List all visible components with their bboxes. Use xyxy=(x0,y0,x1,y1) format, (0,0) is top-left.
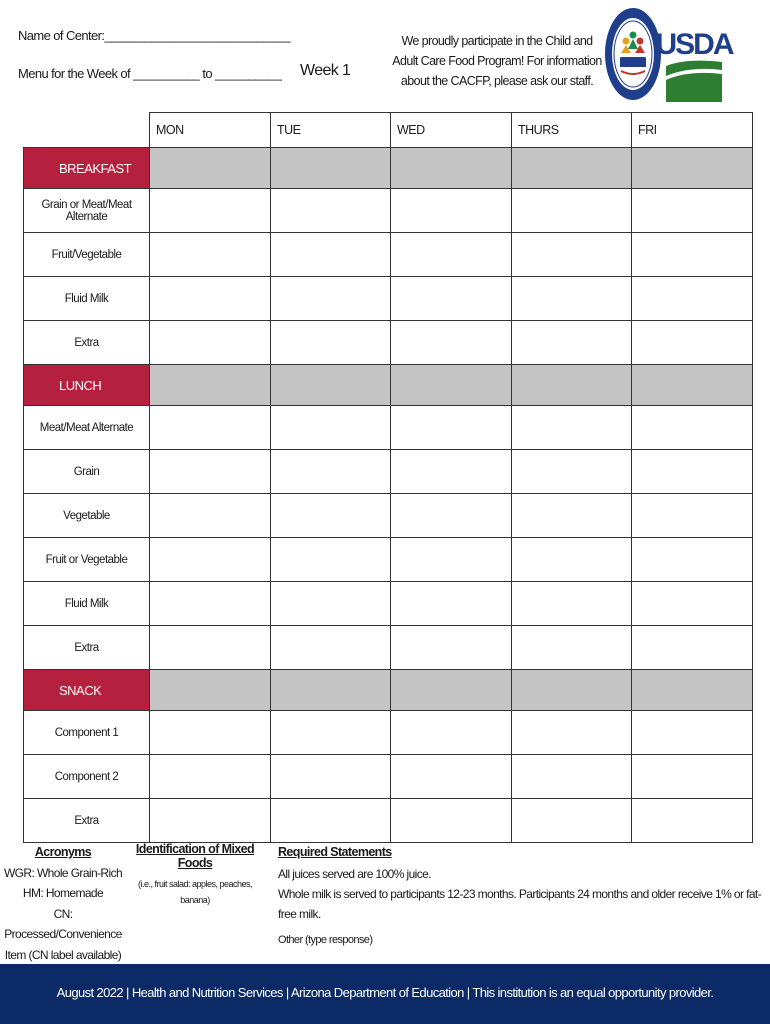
menu-entry-cell-thurs[interactable] xyxy=(512,450,632,494)
section-fill-cell xyxy=(632,670,753,711)
section-fill-cell xyxy=(271,365,391,406)
week-end-blank[interactable]: __________ xyxy=(215,66,282,81)
menu-entry-cell-tue[interactable] xyxy=(271,189,391,233)
section-fill-cell xyxy=(391,365,512,406)
component-label: Component 1 xyxy=(24,711,150,755)
menu-row xyxy=(24,189,753,233)
menu-entry-cell-fri[interactable] xyxy=(632,538,753,582)
name-of-center-line: Name of Center:____________________________ xyxy=(18,28,291,43)
menu-entry-cell-fri[interactable] xyxy=(632,582,753,626)
menu-entry-cell-mon[interactable] xyxy=(150,626,271,670)
section-fill-cell xyxy=(150,365,271,406)
menu-entry-cell-tue[interactable] xyxy=(271,321,391,365)
menu-entry-cell-fri[interactable] xyxy=(632,277,753,321)
acronym-item: HM: Homemade xyxy=(22,886,104,900)
week-start-blank[interactable]: __________ xyxy=(133,66,200,81)
footer-bar: August 2022 | Health and Nutrition Services | Arizona Department of Education | This institution is an equal opportunity provider. xyxy=(0,964,770,1024)
required-statements-heading: Required Statements xyxy=(278,845,392,859)
section-fill-cell xyxy=(391,148,512,189)
menu-entry-cell-wed[interactable] xyxy=(391,189,512,233)
menu-entry-cell-tue[interactable] xyxy=(271,755,391,799)
menu-entry-cell-wed[interactable] xyxy=(391,450,512,494)
menu-entry-cell-fri[interactable] xyxy=(632,233,753,277)
section-label-breakfast: BREAKFAST xyxy=(24,148,150,189)
mixed-foods-heading: Identification of Mixed Foods xyxy=(135,842,255,870)
menu-entry-cell-mon[interactable] xyxy=(150,711,271,755)
menu-entry-cell-tue[interactable] xyxy=(271,711,391,755)
menu-entry-cell-thurs[interactable] xyxy=(512,582,632,626)
day-header-fri: FRI xyxy=(632,113,753,148)
menu-entry-cell-thurs[interactable] xyxy=(512,494,632,538)
day-header-mon: MON xyxy=(150,113,271,148)
menu-row xyxy=(24,538,753,582)
component-label: Extra xyxy=(24,626,150,670)
menu-entry-cell-mon[interactable] xyxy=(150,582,271,626)
menu-entry-cell-wed[interactable] xyxy=(391,582,512,626)
component-label: Fruit or Vegetable xyxy=(24,538,150,582)
menu-entry-cell-mon[interactable] xyxy=(150,755,271,799)
menu-grid xyxy=(23,112,753,843)
menu-row xyxy=(24,626,753,670)
menu-entry-cell-fri[interactable] xyxy=(632,321,753,365)
menu-entry-cell-thurs[interactable] xyxy=(512,189,632,233)
week-label: Week 1 xyxy=(300,62,351,79)
acronyms-heading: Acronyms xyxy=(34,845,92,859)
menu-row xyxy=(24,711,753,755)
menu-row xyxy=(24,277,753,321)
menu-entry-cell-wed[interactable] xyxy=(391,799,512,843)
menu-row xyxy=(24,494,753,538)
menu-entry-cell-tue[interactable] xyxy=(271,233,391,277)
menu-row xyxy=(24,450,753,494)
juice-statement: All juices served are 100% juice. xyxy=(278,867,431,881)
menu-entry-cell-tue[interactable] xyxy=(271,626,391,670)
menu-entry-cell-fri[interactable] xyxy=(632,450,753,494)
section-row-lunch xyxy=(24,365,753,406)
menu-entry-cell-wed[interactable] xyxy=(391,233,512,277)
acronym-item: WGR: Whole Grain-Rich xyxy=(3,865,123,880)
menu-entry-cell-mon[interactable] xyxy=(150,538,271,582)
menu-entry-cell-tue[interactable] xyxy=(271,799,391,843)
section-row-snack xyxy=(24,670,753,711)
arizona-education-seal-logo xyxy=(604,5,662,103)
menu-entry-cell-thurs[interactable] xyxy=(512,321,632,365)
menu-entry-cell-thurs[interactable] xyxy=(512,538,632,582)
menu-row xyxy=(24,321,753,365)
menu-entry-cell-tue[interactable] xyxy=(271,406,391,450)
menu-entry-cell-fri[interactable] xyxy=(632,799,753,843)
day-header-tue: TUE xyxy=(271,113,391,148)
section-fill-cell xyxy=(150,670,271,711)
section-fill-cell xyxy=(271,670,391,711)
section-fill-cell xyxy=(512,670,632,711)
day-header-thurs: THURS xyxy=(512,113,632,148)
menu-entry-cell-fri[interactable] xyxy=(632,494,753,538)
menu-entry-cell-mon[interactable] xyxy=(150,450,271,494)
menu-entry-cell-thurs[interactable] xyxy=(512,406,632,450)
component-label: Vegetable xyxy=(24,494,150,538)
mixed-foods-block xyxy=(128,842,262,908)
menu-entry-cell-wed[interactable] xyxy=(391,711,512,755)
usda-logo xyxy=(655,18,733,102)
menu-row xyxy=(24,799,753,843)
section-label-snack: SNACK xyxy=(24,670,150,711)
menu-entry-cell-mon[interactable] xyxy=(150,406,271,450)
component-label: Extra xyxy=(24,321,150,365)
component-label: Fruit/Vegetable xyxy=(24,233,150,277)
menu-row xyxy=(24,233,753,277)
milk-statement: Whole milk is served to participants 12-23 months. Participants 24 months and older receive 1% or fat-free milk. xyxy=(278,887,762,921)
section-label-lunch: LUNCH xyxy=(24,365,150,406)
required-statements-block xyxy=(278,842,768,950)
menu-entry-cell-wed[interactable] xyxy=(391,494,512,538)
day-header-wed: WED xyxy=(391,113,512,148)
menu-entry-cell-fri[interactable] xyxy=(632,406,753,450)
week-to-label: to xyxy=(202,66,213,81)
section-fill-cell xyxy=(512,365,632,406)
menu-entry-cell-mon[interactable] xyxy=(150,799,271,843)
menu-row xyxy=(24,755,753,799)
acronym-item: CN: Processed/Convenience Item (CN label available) xyxy=(4,906,122,962)
menu-entry-cell-wed[interactable] xyxy=(391,538,512,582)
other-statement-field[interactable]: Other (type response) xyxy=(278,934,373,946)
menu-row xyxy=(24,406,753,450)
menu-entry-cell-fri[interactable] xyxy=(632,755,753,799)
day-header-row xyxy=(24,113,753,148)
menu-entry-cell-mon[interactable] xyxy=(150,233,271,277)
menu-entry-cell-wed[interactable] xyxy=(391,626,512,670)
menu-entry-cell-mon[interactable] xyxy=(150,189,271,233)
section-fill-cell xyxy=(271,148,391,189)
menu-entry-cell-wed[interactable] xyxy=(391,321,512,365)
cacfp-notice: We proudly participate in the Child and Adult Care Food Program! For information about the CACFP, please ask our staff. xyxy=(392,34,602,88)
menu-entry-cell-wed[interactable] xyxy=(391,755,512,799)
section-fill-cell xyxy=(632,148,753,189)
component-label: Fluid Milk xyxy=(24,277,150,321)
component-label: Grain xyxy=(24,450,150,494)
menu-entry-cell-fri[interactable] xyxy=(632,189,753,233)
menu-week-line xyxy=(18,66,281,81)
menu-entry-cell-mon[interactable] xyxy=(150,494,271,538)
corner-cell xyxy=(24,113,150,148)
section-fill-cell xyxy=(391,670,512,711)
component-label: Meat/Meat Alternate xyxy=(24,406,150,450)
menu-entry-cell-fri[interactable] xyxy=(632,626,753,670)
section-fill-cell xyxy=(150,148,271,189)
menu-entry-cell-thurs[interactable] xyxy=(512,799,632,843)
menu-entry-cell-tue[interactable] xyxy=(271,277,391,321)
menu-entry-cell-thurs[interactable] xyxy=(512,755,632,799)
menu-entry-cell-thurs[interactable] xyxy=(512,233,632,277)
component-label: Fluid Milk xyxy=(24,582,150,626)
section-row-breakfast xyxy=(24,148,753,189)
menu-entry-cell-mon[interactable] xyxy=(150,277,271,321)
mixed-foods-example: (i.e., fruit salad: apples, peaches, banana) xyxy=(137,879,253,905)
section-fill-cell xyxy=(632,365,753,406)
menu-entry-cell-tue[interactable] xyxy=(271,494,391,538)
menu-entry-cell-tue[interactable] xyxy=(271,450,391,494)
svg-text:USDA: USDA xyxy=(655,28,733,61)
component-label: Component 2 xyxy=(24,755,150,799)
menu-entry-cell-thurs[interactable] xyxy=(512,277,632,321)
menu-entry-cell-fri[interactable] xyxy=(632,711,753,755)
menu-row xyxy=(24,582,753,626)
component-label: Grain or Meat/Meat Alternate xyxy=(24,189,150,233)
menu-entry-cell-mon[interactable] xyxy=(150,321,271,365)
menu-entry-cell-wed[interactable] xyxy=(391,277,512,321)
menu-entry-cell-tue[interactable] xyxy=(271,582,391,626)
menu-entry-cell-thurs[interactable] xyxy=(512,711,632,755)
menu-entry-cell-tue[interactable] xyxy=(271,538,391,582)
section-fill-cell xyxy=(512,148,632,189)
menu-entry-cell-thurs[interactable] xyxy=(512,626,632,670)
acronyms-block xyxy=(0,842,126,965)
menu-week-prefix: Menu for the Week of xyxy=(18,66,131,81)
component-label: Extra xyxy=(24,799,150,843)
menu-entry-cell-wed[interactable] xyxy=(391,406,512,450)
